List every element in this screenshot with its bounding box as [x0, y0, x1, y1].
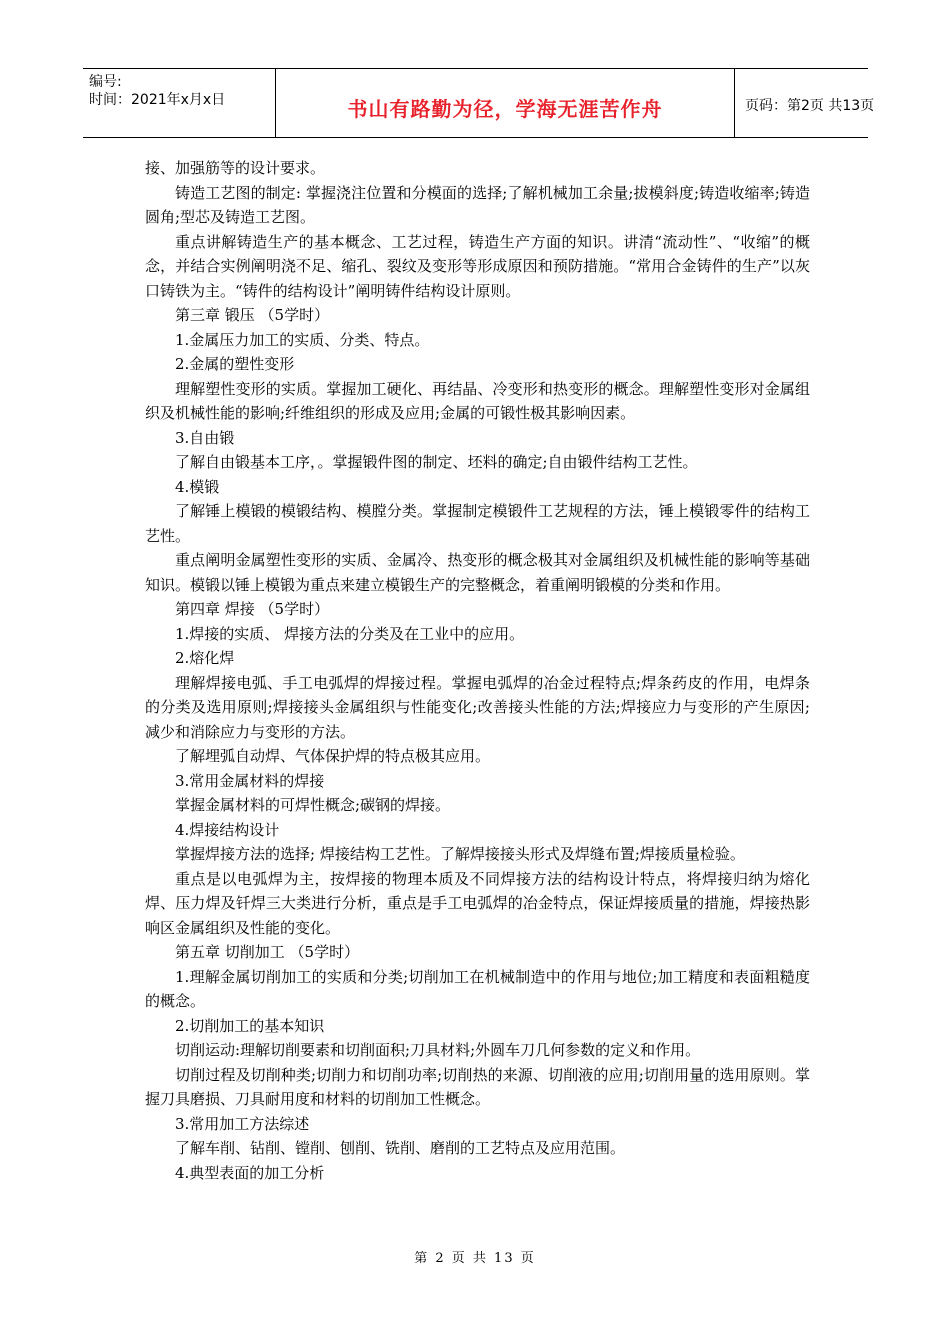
body-paragraph: 理解焊接电弧、手工电弧焊的焊接过程。掌握电弧焊的冶金过程特点;焊条药皮的作用，电焊条的分类及选用原则;焊接接头金属组织与性能变化;改善接头性能的方法;焊接应力与变形的产生原因;减少和消除应力与变形的方法。: [145, 673, 810, 741]
body-paragraph: 3.自由锻: [175, 428, 235, 447]
header-motto: 书山有路勤为径，学海无涯苦作舟: [347, 97, 663, 121]
body-paragraph: 切削过程及切削种类;切削力和切削功率;切削热的来源、切削液的应用;切削用量的选用原则。掌握刀具磨损、刀具耐用度和材料的切削加工性概念。: [145, 1065, 810, 1108]
body-paragraph: 了解车削、钻削、镗削、刨削、铣削、磨削的工艺特点及应用范围。: [175, 1139, 626, 1157]
document-date: 时间：2021年x月x日: [89, 92, 226, 108]
body-paragraph: 了解锤上模锻的模锻结构、模膛分类。掌握制定模锻件工艺规程的方法，锤上模锻零件的结构工艺性。: [145, 502, 810, 545]
page-header: [83, 68, 875, 138]
body-paragraph: 理解塑性变形的实质。掌握加工硬化、再结晶、冷变形和热变形的概念。理解塑性变形对金属组织及机械性能的影响;纤维组织的形成及应用;金属的可锻性极其影响因素。: [145, 379, 810, 422]
body-paragraph: 重点讲解铸造生产的基本概念、工艺过程，铸造生产方面的知识。讲清“流动性”、“收缩”的概念，并结合实例阐明浇不足、缩孔、裂纹及变形等形成原因和预防措施。“常用合金铸件的生产”以灰口铸铁为主。“铸件的结构设计”阐明铸件结构设计原则。: [145, 232, 810, 300]
body-paragraph: 2.金属的塑性变形: [175, 355, 295, 373]
document-number-label: 编号:: [89, 74, 122, 90]
header-meta-cell: [83, 69, 276, 137]
body-paragraph: 第四章 焊接 （5学时）: [175, 600, 330, 618]
body-paragraph: 1.焊接的实质、 焊接方法的分类及在工业中的应用。: [175, 624, 525, 643]
body-paragraph: 切削运动:理解切削要素和切削面积;刀具材料;外圆车刀几何参数的定义和作用。: [175, 1041, 701, 1059]
body-paragraph: 1.金属压力加工的实质、分类、特点。: [175, 330, 430, 349]
body-paragraph: 掌握焊接方法的选择; 焊接结构工艺性。了解焊接接头形式及焊缝布置;焊接质量检验。: [175, 845, 745, 863]
body-paragraph: 重点是以电弧焊为主，按焊接的物理本质及不同焊接方法的结构设计特点，将焊接归纳为熔化焊、压力焊及钎焊三大类进行分析，重点是手工电弧焊的冶金特点，保证焊接质量的措施，焊接热影响区金属组织及性能的变化。: [145, 869, 810, 937]
body-paragraph: 铸造工艺图的制定: 掌握浇注位置和分模面的选择;了解机械加工余量;拔模斜度;铸造收缩率;铸造圆角;型芯及铸造工艺图。: [145, 183, 810, 226]
body-paragraph: 第五章 切削加工 （5学时）: [175, 943, 360, 961]
body-paragraph: 2.切削加工的基本知识: [175, 1016, 325, 1035]
body-paragraph: 第三章 锻压 （5学时）: [175, 306, 330, 324]
body-paragraph: 2.熔化焊: [175, 649, 235, 667]
body-paragraph: 掌握金属材料的可焊性概念;碳钢的焊接。: [175, 796, 451, 814]
body-paragraph: 3.常用加工方法综述: [175, 1114, 310, 1133]
document-body: [145, 156, 810, 1185]
body-paragraph: 4.焊接结构设计: [175, 820, 280, 839]
body-paragraph: 3.常用金属材料的焊接: [175, 771, 325, 790]
body-paragraph: 4.模锻: [175, 477, 220, 496]
body-paragraph: 1.理解金属切削加工的实质和分类;切削加工在机械制造中的作用与地位;加工精度和表面粗糙度的概念。: [145, 967, 810, 1010]
page-footer: 第 2 页 共 13 页: [414, 1251, 536, 1266]
header-page-info: 页码：第2页 共13页: [745, 98, 875, 114]
body-paragraph: 4.典型表面的加工分析: [175, 1163, 325, 1182]
body-paragraph: 接、加强筋等的设计要求。: [145, 159, 326, 177]
body-paragraph: 重点阐明金属塑性变形的实质、金属冷、热变形的概念极其对金属组织及机械性能的影响等基础知识。模锻以锤上模锻为重点来建立模锻生产的完整概念，着重阐明锻模的分类和作用。: [145, 551, 810, 594]
body-paragraph: 了解自由锻基本工序，。掌握锻件图的制定、坯料的确定;自由锻件结构工艺性。: [175, 453, 698, 471]
body-paragraph: 了解埋弧自动焊、气体保护焊的特点极其应用。: [175, 747, 491, 765]
header-motto-cell: [276, 69, 735, 137]
header-page-cell: [735, 69, 875, 137]
